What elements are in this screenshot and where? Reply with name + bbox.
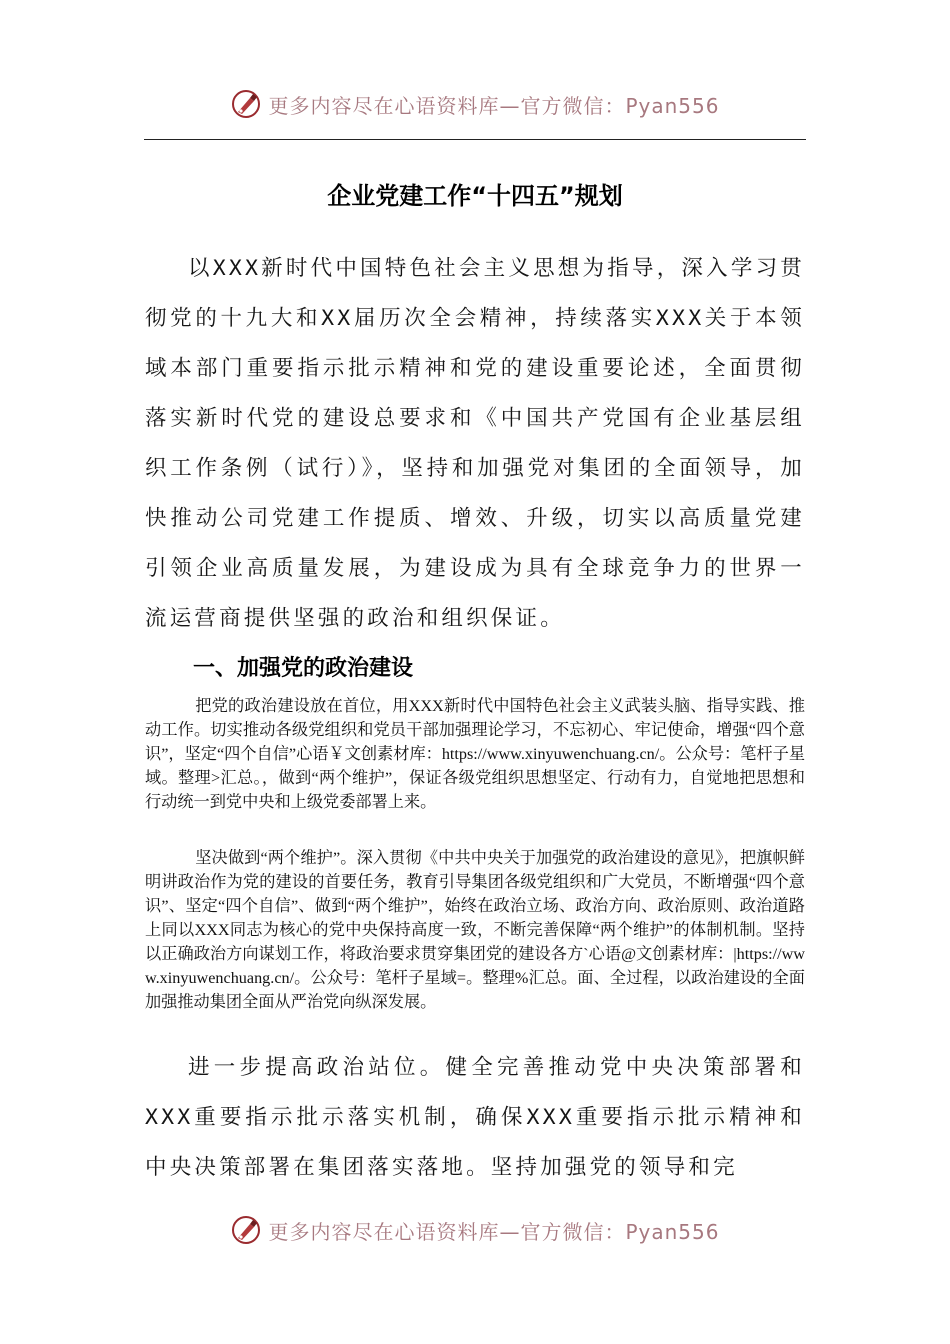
document-title: 企业党建工作“十四五”规划 bbox=[327, 182, 623, 210]
section-paragraph: 坚决做到“两个维护”。深入贯彻《中共中央关于加强党的政治建设的意见》，把旗帜鲜明讲政治作为党的建设的首要任务，教育引导集团各级党组织和广大党员，不断增强“四个意识”、坚定“四个自信”、做到“两个维护”，始终在政治立场、政治方向、政治原则、政治道路上同以XXX同志为核心的党中央保持高度一致，不断完善保障“两个维护”的体制机制。坚持以正确政治方向谋划工作，将政治要求贯穿集团党的建设各方`心语@文创素材库：|https://www.xinyuwenchuang.cn/。公众号：笔杆子星域=。整理%汇总。面、全过程，以政治建设的全面加强推动集团全面从严治党向纵深发展。 bbox=[145, 849, 805, 1011]
header-banner-text: 更多内容尽在心语资料库—官方微信：Pyan556 bbox=[268, 93, 720, 118]
pen-nib-logo-icon bbox=[230, 88, 262, 120]
footer-banner bbox=[0, 1210, 950, 1250]
section-paragraph-large: 进一步提高政治站位。健全完善推动党中央决策部署和XXX重要指示批示落实机制，确保XXX重要指示批示精神和中央决策部署在集团落实落地。坚持加强党的领导和完 bbox=[145, 1055, 805, 1180]
pen-nib-logo-icon bbox=[230, 1214, 262, 1246]
header-divider bbox=[144, 139, 806, 140]
section-heading: 一、加强党的政治建设 bbox=[193, 656, 414, 681]
header-banner bbox=[0, 84, 950, 124]
footer-banner-text: 更多内容尽在心语资料库—官方微信：Pyan556 bbox=[268, 1219, 720, 1244]
intro-paragraph: 以XXX新时代中国特色社会主义思想为指导，深入学习贯彻党的十九大和XX届历次全会精神，持续落实XXX关于本领域本部门重要指示批示精神和党的建设重要论述，全面贯彻落实新时代党的建设总要求和《中国共产党国有企业基层组织工作条例（试行）》，坚持和加强党对集团的全面领导，加快推动公司党建工作提质、增效、升级，切实以高质量党建引领企业高质量发展，为建设成为具有全球竞争力的世界一流运营商提供坚强的政治和组织保证。 bbox=[145, 256, 805, 631]
section-paragraph: 把党的政治建设放在首位，用XXX新时代中国特色社会主义武装头脑、指导实践、推动工作。切实推动各级党组织和党员干部加强理论学习，不忘初心、牢记使命，增强“四个意识”，坚定“四个自信”心语￥文创素材库：https://www.xinyuwenchuang.cn/。公众号：笔杆子星域。整理>汇总。，做到“两个维护”，保证各级党组织思想坚定、行动有力，自觉地把思想和行动统一到党中央和上级党委部署上来。 bbox=[145, 697, 805, 811]
